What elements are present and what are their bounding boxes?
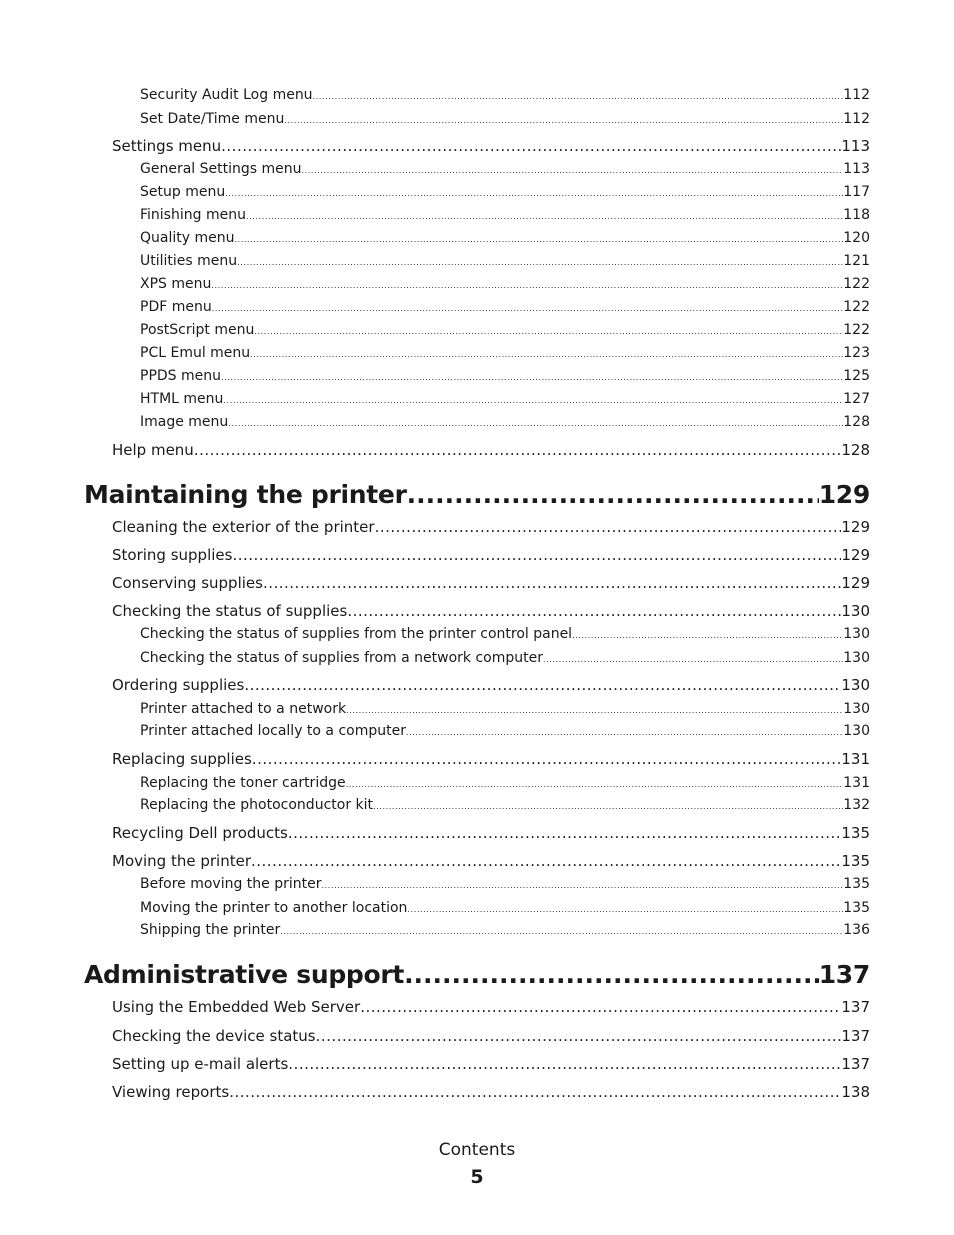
dot-leader [284, 116, 843, 125]
toc-entry-page: 129 [841, 546, 870, 564]
toc-entry-title: Finishing menu [140, 207, 246, 223]
toc-subsection[interactable] [140, 161, 870, 177]
dot-leader [228, 419, 843, 428]
toc-chapter[interactable] [84, 960, 870, 989]
dot-leader [572, 631, 843, 640]
dot-leader [221, 373, 843, 382]
dot-leader [252, 750, 842, 768]
toc-entry-page: 138 [841, 1083, 870, 1101]
toc-entry-title: Checking the status of supplies from the printer control panel [140, 626, 573, 642]
dot-leader [373, 802, 843, 811]
toc-section[interactable] [112, 750, 870, 768]
toc-entry-title: Setup menu [140, 184, 226, 200]
footer-label: Contents [438, 1140, 516, 1160]
toc-subsection[interactable] [140, 626, 870, 642]
dot-leader [288, 824, 841, 842]
dot-leader [244, 676, 841, 694]
toc-entry-title: Recycling Dell products [112, 824, 288, 842]
toc-entry-title: Storing supplies [112, 546, 233, 564]
toc-entry-page: 112 [843, 111, 870, 127]
toc-subsection[interactable] [140, 111, 870, 127]
dot-leader [251, 852, 841, 870]
toc-subsection[interactable] [140, 797, 870, 813]
toc-entry-title: HTML menu [140, 391, 224, 407]
toc-entry-title: Checking the status of supplies from a network computer [140, 650, 543, 666]
toc-subsection[interactable] [140, 87, 870, 103]
toc-entry-title: Moving the printer [112, 852, 251, 870]
toc-subsection[interactable] [140, 775, 870, 791]
toc-entry-title: Ordering supplies [112, 676, 245, 694]
dot-leader [313, 92, 844, 101]
toc-entry-title: Image menu [140, 414, 229, 430]
dot-leader [406, 728, 843, 737]
toc-subsection[interactable] [140, 368, 870, 384]
toc-section[interactable] [112, 852, 870, 870]
toc-entry-page: 135 [843, 900, 870, 916]
toc-entry-page: 121 [843, 253, 870, 269]
dot-leader [229, 1083, 841, 1101]
toc-section[interactable] [112, 602, 870, 620]
toc-entry-title: Printer attached locally to a computer [140, 723, 406, 739]
toc-subsection[interactable] [140, 207, 870, 223]
dot-leader [288, 1055, 841, 1073]
toc-entry-page: 135 [843, 876, 870, 892]
toc-entry-title: Cleaning the exterior of the printer [112, 518, 375, 536]
toc-entry-page: 125 [843, 368, 870, 384]
toc-entry-page: 130 [843, 626, 870, 642]
toc-section[interactable] [112, 518, 870, 536]
toc-entry-title: Viewing reports [112, 1083, 230, 1101]
dot-leader [407, 480, 819, 509]
toc-entry-title: Printer attached to a network [140, 701, 347, 717]
toc-entry-title: PDF menu [140, 299, 212, 315]
toc-subsection[interactable] [140, 184, 870, 200]
toc-subsection[interactable] [140, 414, 870, 430]
dot-leader [404, 960, 819, 989]
toc-chapter[interactable] [84, 480, 870, 509]
toc-subsection[interactable] [140, 650, 870, 666]
dot-leader [347, 602, 841, 620]
dot-leader [263, 574, 841, 592]
toc-entry-title: Set Date/Time menu [140, 111, 285, 127]
dot-leader [302, 166, 844, 175]
toc-entry-title: Settings menu [112, 137, 222, 155]
toc-entry-page: 135 [841, 852, 870, 870]
toc-entry-title: Shipping the printer [140, 922, 281, 938]
toc-entry-title: Conserving supplies [112, 574, 263, 592]
toc-entry-title: Maintaining the printer [84, 480, 407, 509]
dot-leader [316, 1027, 842, 1045]
dot-leader [375, 518, 842, 536]
toc-entry-page: 128 [841, 441, 870, 459]
dot-leader [360, 998, 841, 1016]
toc-entry-title: Security Audit Log menu [140, 87, 313, 103]
toc-entry-page: 137 [841, 1027, 870, 1045]
toc-entry-title: Utilities menu [140, 253, 238, 269]
dot-leader [346, 780, 844, 789]
toc-entry-title: Setting up e-mail alerts [112, 1055, 289, 1073]
toc-entry-page: 129 [818, 480, 870, 509]
toc-section[interactable] [112, 824, 870, 842]
toc-subsection[interactable] [140, 253, 870, 269]
toc-section[interactable] [112, 137, 870, 155]
toc-section[interactable] [112, 1083, 870, 1101]
dot-leader [246, 212, 843, 221]
toc-subsection[interactable] [140, 299, 870, 315]
toc-section[interactable] [112, 574, 870, 592]
toc-entry-page: 122 [843, 322, 870, 338]
toc-entry-page: 112 [843, 87, 870, 103]
toc-subsection[interactable] [140, 701, 870, 717]
toc-entry-page: 129 [841, 574, 870, 592]
toc-section[interactable] [112, 1027, 870, 1045]
toc-entry-page: 137 [818, 960, 870, 989]
toc-entry-page: 137 [841, 998, 870, 1016]
toc-entry-title: Checking the device status [112, 1027, 316, 1045]
dot-leader [225, 189, 843, 198]
toc-entry-page: 122 [843, 276, 870, 292]
toc-entry-page: 132 [843, 797, 870, 813]
toc-subsection[interactable] [140, 322, 870, 338]
dot-leader [346, 706, 843, 715]
dot-leader [221, 137, 841, 155]
dot-leader [234, 235, 843, 244]
toc-entry-page: 135 [841, 824, 870, 842]
toc-subsection[interactable] [140, 922, 870, 938]
toc-entry-page: 113 [843, 161, 870, 177]
page-number: 5 [470, 1166, 484, 1188]
toc-entry-title: Checking the status of supplies [112, 602, 348, 620]
toc-entry-title: Help menu [112, 441, 194, 459]
dot-leader [280, 927, 843, 936]
toc-entry-title: PPDS menu [140, 368, 221, 384]
toc-entry-title: Administrative support [84, 960, 405, 989]
toc-entry-page: 128 [843, 414, 870, 430]
toc-section[interactable] [112, 676, 870, 694]
toc-entry-title: Moving the printer to another location [140, 900, 408, 916]
toc-entry-title: Replacing the photoconductor kit [140, 797, 374, 813]
toc-entry-title: Before moving the printer [140, 876, 322, 892]
toc-entry-page: 123 [843, 345, 870, 361]
toc-entry-page: 117 [843, 184, 870, 200]
toc-entry-page: 130 [843, 650, 870, 666]
toc-section[interactable] [112, 441, 870, 459]
toc-entry-page: 122 [843, 299, 870, 315]
toc-entry-title: Quality menu [140, 230, 235, 246]
toc-entry-page: 131 [841, 750, 870, 768]
toc-subsection[interactable] [140, 876, 870, 892]
toc-entry-title: Using the Embedded Web Server [112, 998, 361, 1016]
dot-leader [254, 327, 843, 336]
toc-entry-page: 130 [841, 676, 870, 694]
dot-leader [237, 258, 843, 267]
toc-entry-page: 131 [843, 775, 870, 791]
toc-entry-page: 129 [841, 518, 870, 536]
toc-subsection[interactable] [140, 723, 870, 739]
dot-leader [212, 304, 844, 313]
toc-entry-page: 130 [841, 602, 870, 620]
toc-entry-page: 120 [843, 230, 870, 246]
toc-subsection[interactable] [140, 391, 870, 407]
dot-leader [211, 281, 843, 290]
dot-leader [250, 350, 843, 359]
toc-subsection[interactable] [140, 345, 870, 361]
toc-entry-title: XPS menu [140, 276, 212, 292]
toc-entry-title: Replacing supplies [112, 750, 252, 768]
toc-entry-title: PostScript menu [140, 322, 255, 338]
toc-entry-title: PCL Emul menu [140, 345, 251, 361]
toc-entry-page: 127 [843, 391, 870, 407]
toc-section[interactable] [112, 1055, 870, 1073]
toc-section[interactable] [112, 546, 870, 564]
dot-leader [322, 881, 844, 890]
dot-leader [223, 396, 843, 405]
toc-entry-page: 136 [843, 922, 870, 938]
dot-leader [543, 655, 843, 664]
toc-subsection[interactable] [140, 230, 870, 246]
dot-leader [232, 546, 841, 564]
toc-entry-page: 130 [843, 701, 870, 717]
toc-entry-page: 137 [841, 1055, 870, 1073]
toc-entry-title: Replacing the toner cartridge [140, 775, 346, 791]
toc-entry-page: 113 [841, 137, 870, 155]
toc-entry-page: 130 [843, 723, 870, 739]
dot-leader [407, 905, 843, 914]
dot-leader [194, 441, 842, 459]
toc-subsection[interactable] [140, 276, 870, 292]
toc-section[interactable] [112, 998, 870, 1016]
toc-subsection[interactable] [140, 900, 870, 916]
toc-entry-page: 118 [843, 207, 870, 223]
toc-entry-title: General Settings menu [140, 161, 302, 177]
